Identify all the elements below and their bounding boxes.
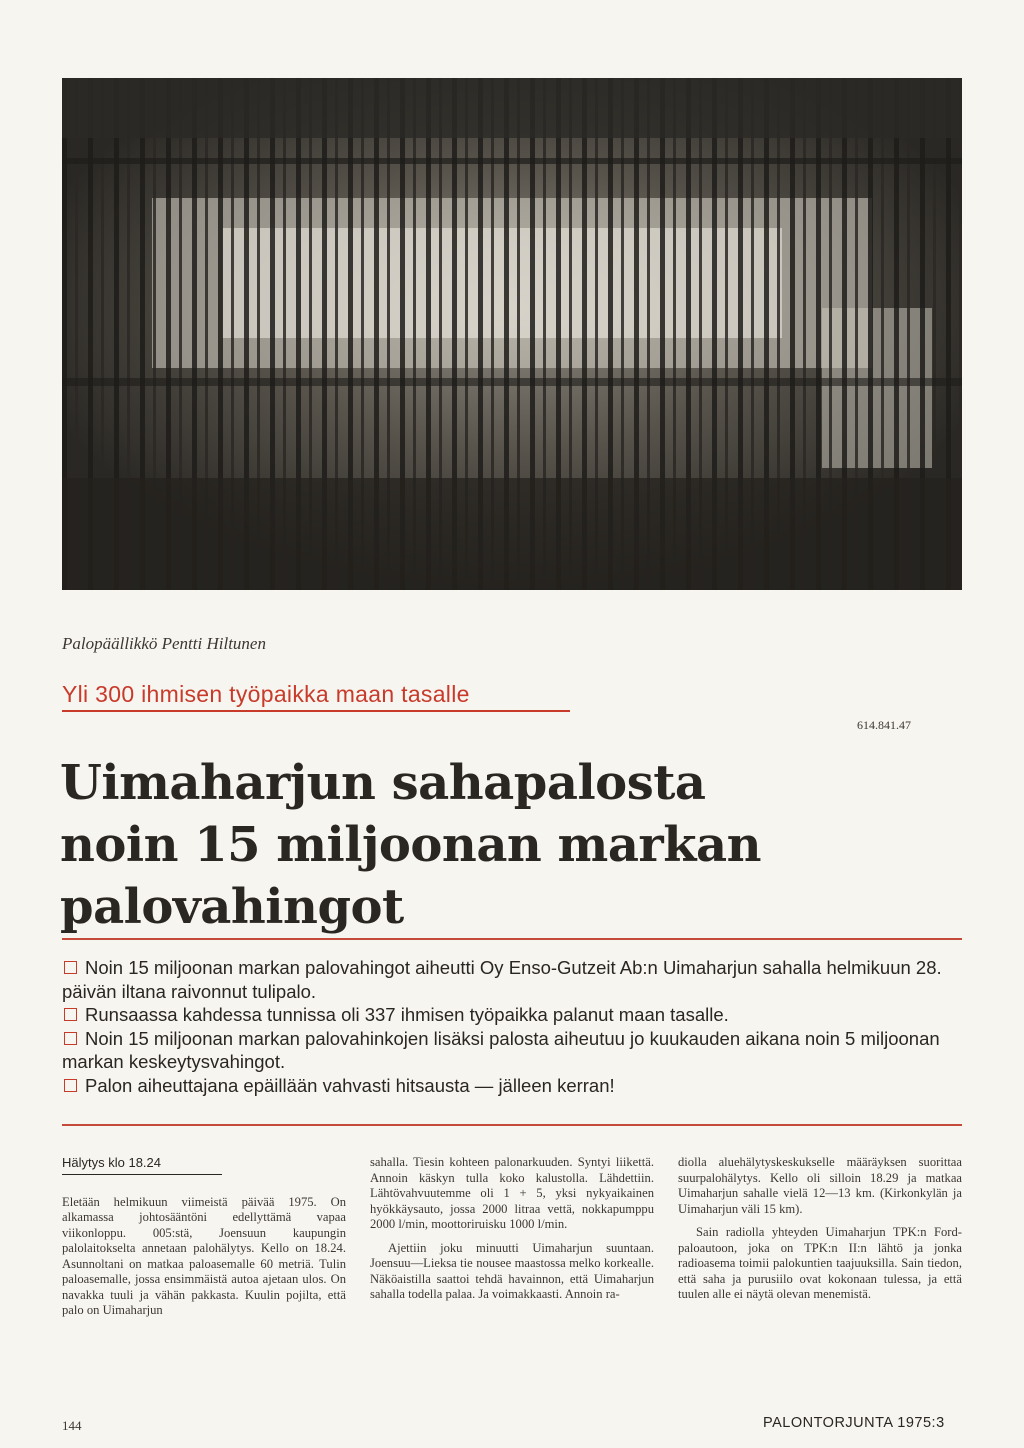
body-paragraph: Sain radiolla yhteyden Uimaharjun TPK:n Ford-paloautoon, joka on TPK:n II:n lähtö ja jonka radioasema toimii palokuntien taajuuksilla. Sain tiedon, että saha ja purusiilo ovat kokonaan tulessa, ja että tuulen alle ei näytä olevan menemistä. (678, 1225, 962, 1301)
magazine-issue: PALONTORJUNTA 1975:3 (763, 1415, 945, 1431)
lede-item: Palon aiheuttajana epäillään vahvasti hitsausta — jälleen kerran! (62, 1074, 962, 1098)
burning-building-image (62, 78, 962, 590)
headline-line-2: noin 15 miljoonan markan palovahingot (60, 817, 761, 935)
checkbox-square-icon (64, 1008, 77, 1021)
photo-caption: Palopäällikkö Pentti Hiltunen (62, 634, 266, 653)
body-paragraph: Ajettiin joku minuutti Uimaharjun suuntaan. Joensuu—Lieksa tie nousee maastossa melko korkealle. Näköaistilla saattoi tehdä havainnon, että Uimaharjun sahalla todella palaa. Ja voimakkaasti. Annoin ra- (370, 1240, 654, 1301)
lede-item: Noin 15 miljoonan markan palovahingot aiheutti Oy Enso-Gutzeit Ab:n Uimaharjun sahalla helmikuun 28. päivän iltana raivonnut tulipalo. (62, 957, 942, 1002)
lede-item: Noin 15 miljoonan markan palovahinkojen lisäksi palosta aiheutuu jo kuukauden aikana noin 5 miljoonan markan keskeytysvahingot. (62, 1027, 940, 1072)
kicker-subtitle: Yli 300 ihmisen työpaikka maan tasalle (62, 681, 570, 712)
body-paragraph: diolla aluehälytyskeskukselle määräyksen suorittaa suurpalohälytys. Kello oli silloin 18.29 ja matkaa Uimaharjun sahalle vielä 12—13 km. (Kirkonkylän ja Uimaharjun väli 15 km). (678, 1155, 962, 1216)
checkbox-square-icon (64, 1032, 77, 1045)
section-heading: Hälytys klo 18.24 (62, 1155, 222, 1175)
body-column-2 (370, 1155, 654, 1303)
classification-number: 614.841.47 (857, 718, 911, 732)
body-column-3 (678, 1155, 962, 1303)
body-paragraph: Eletään helmikuun viimeistä päivää 1975. On alkamassa johtosääntöni edellyttämä vapaa viikonloppu. 005:stä, Joensuun kaupungin palolaitokselta annetaan palohälytys. Kello on 18.24. Asunnoltani on matkaa paloasemalle 60 metriä. Tulin paloasemalle, jossa ensimmäistä autoa ajetaan ulos. On navakka tuuli ja vähän pakkasta. Kuulin pojilta, että palo on Uimaharjun (62, 1194, 346, 1317)
top-red-rule (62, 938, 962, 940)
fire-photo (62, 78, 962, 590)
checkbox-square-icon (64, 961, 77, 974)
lede-summary (62, 956, 962, 1097)
checkbox-square-icon (64, 1079, 77, 1092)
lede-item: Runsaassa kahdessa tunnissa oli 337 ihmisen työpaikka palanut maan tasalle. (62, 1003, 962, 1027)
headline-line-1: Uimaharjun sahapalosta (60, 755, 706, 811)
bottom-red-rule (62, 1124, 962, 1126)
article-headline (60, 752, 960, 938)
body-paragraph: sahalla. Tiesin kohteen palonarkuuden. Syntyi liikettä. Annoin käskyn tulla koko kalustolla. Lähdettiin. Lähtövahvuutemme oli 1 + 5, yksi nykyaikainen hyökkäysauto, jossa 2000 litraa vettä, nokkapumppu 2000 l/min, moottoriruisku 1000 l/min. (370, 1155, 654, 1231)
page-number: 144 (62, 1418, 82, 1433)
body-column-1 (62, 1155, 346, 1319)
